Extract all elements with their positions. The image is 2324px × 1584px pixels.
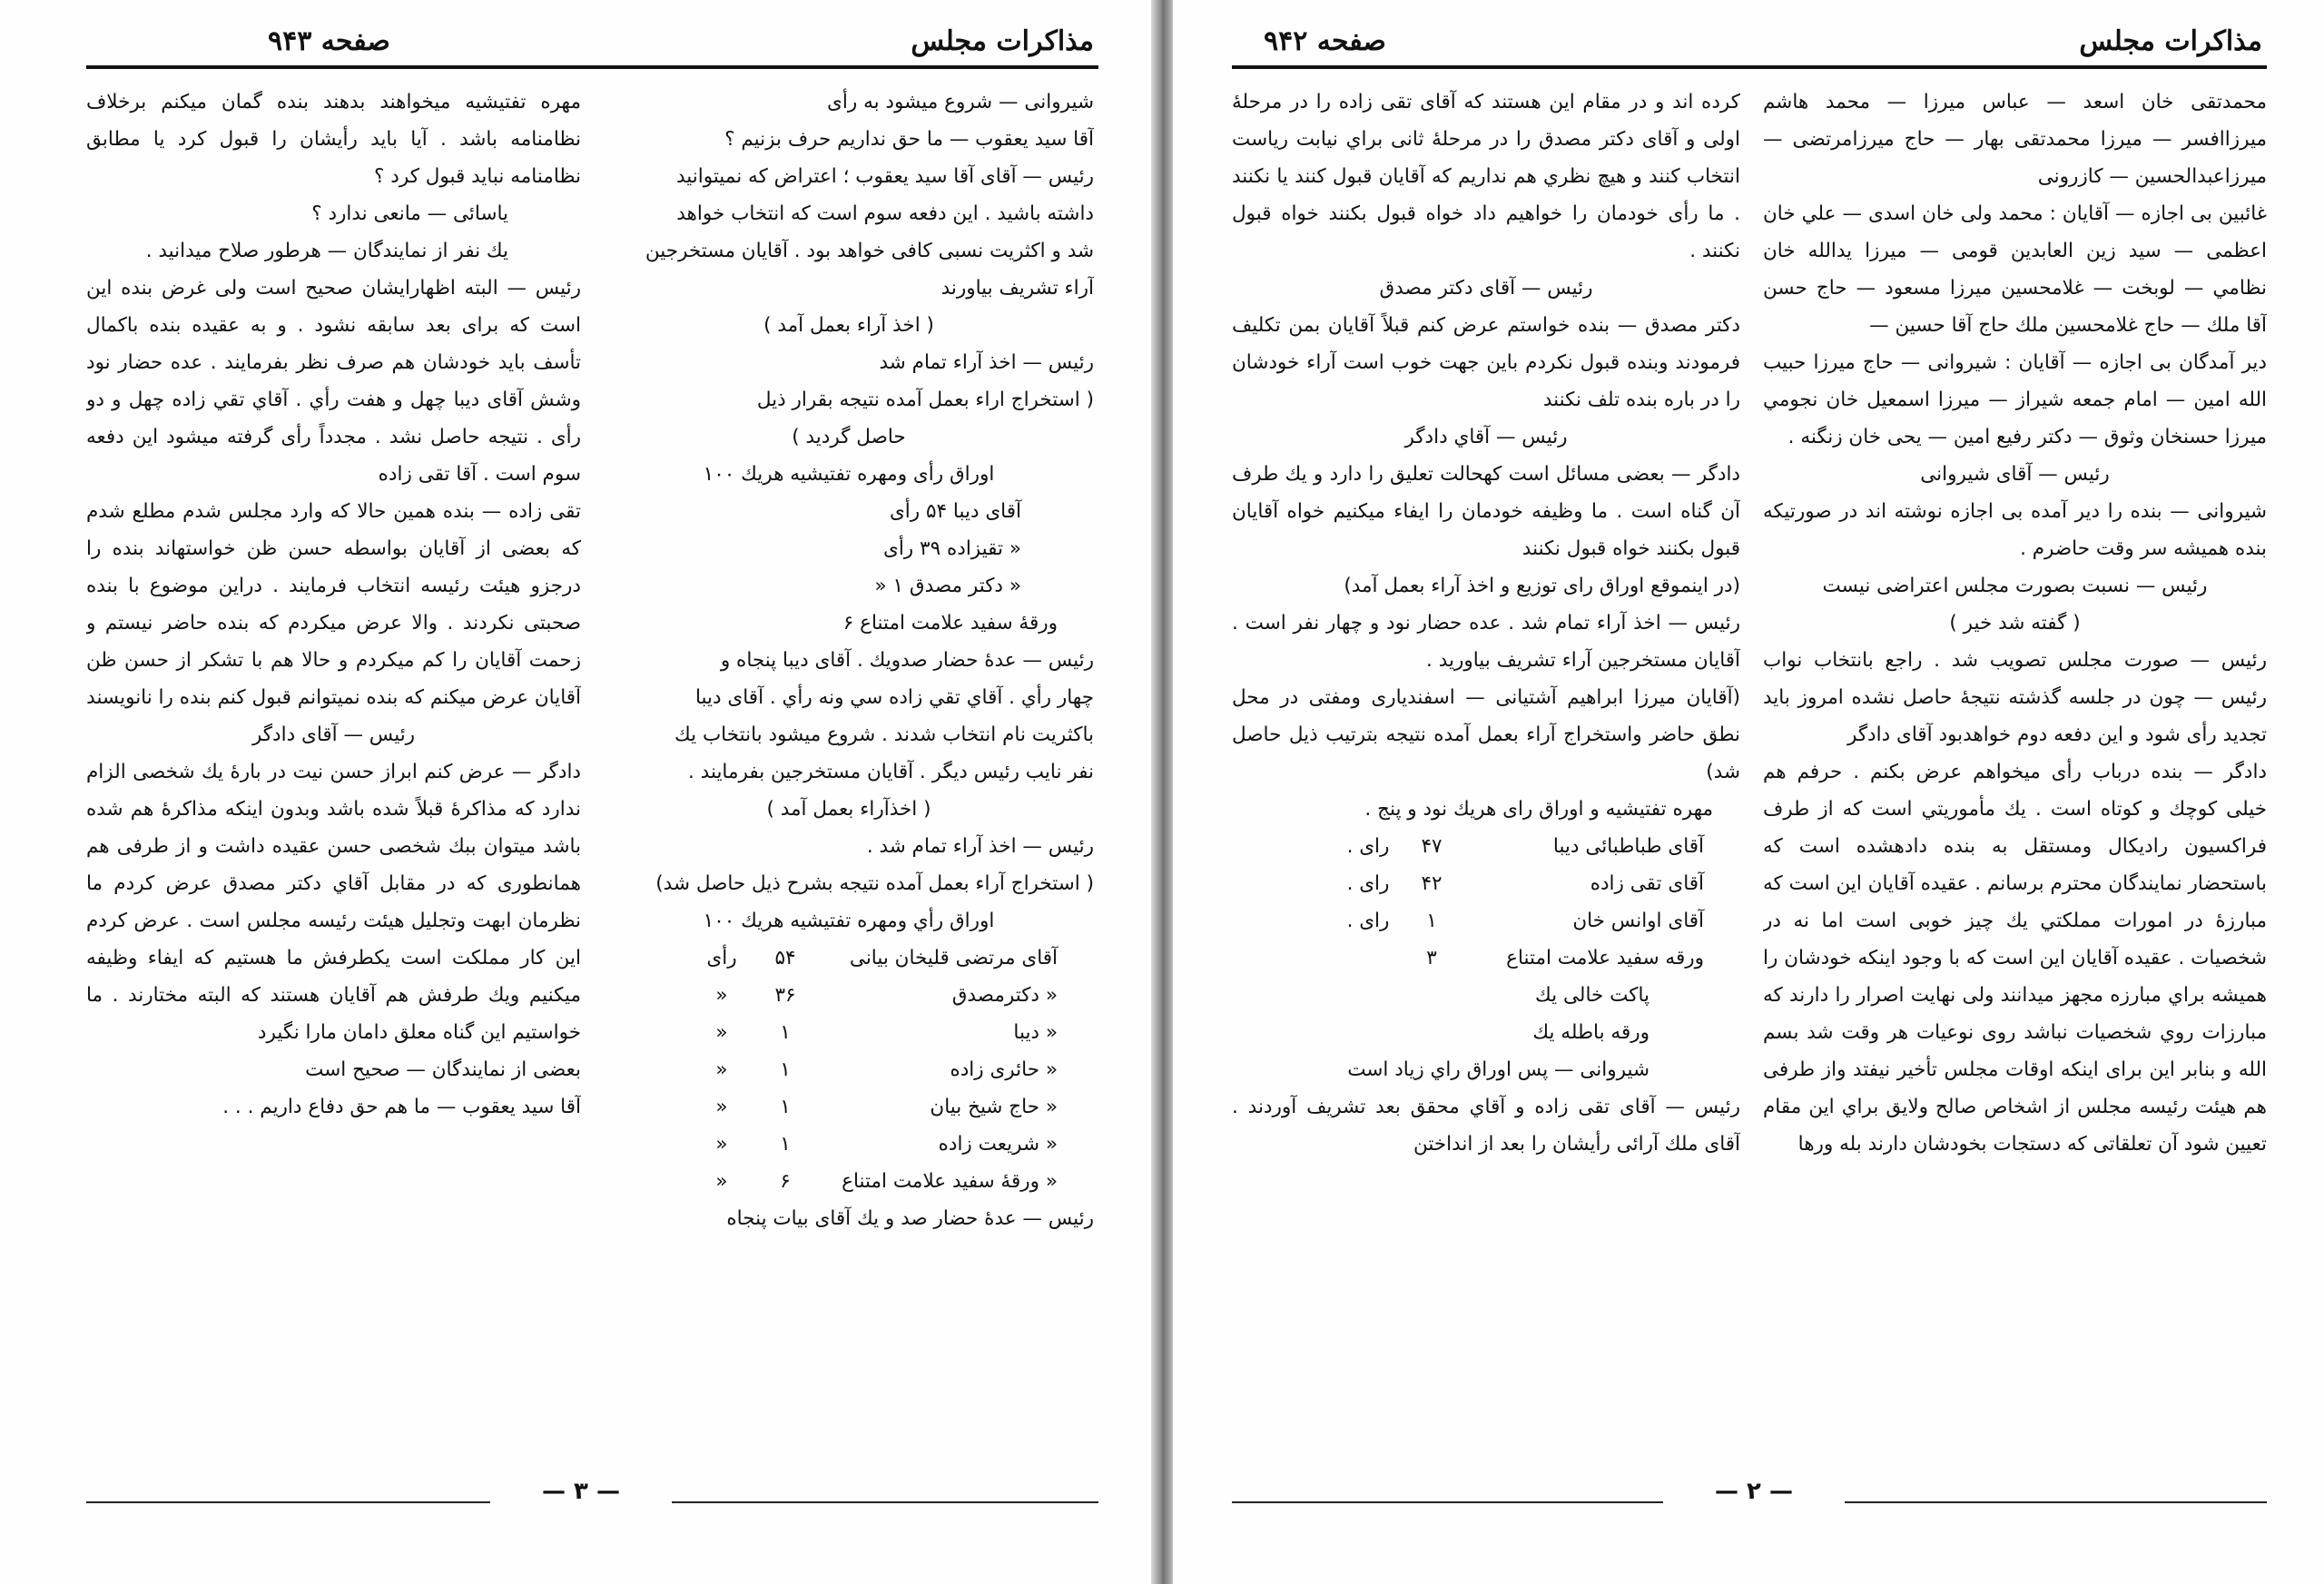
text-line: ( استخراج اراء بعمل آمده نتیجه بقرار ذیل xyxy=(756,389,1094,411)
header-title: مذاکرات مجلس xyxy=(2079,25,2262,57)
column-right xyxy=(604,84,1094,1486)
text-line: ( استخراج آراء بعمل آمده نتیجه بشرح ذیل حاصل شد) xyxy=(655,872,1094,895)
paragraph: کرده اند و در مقام این هستند که آقای تقی زاده را در مرحلهٔ اولی و آقای دکتر مصدق را در مرحلهٔ ثانی براي نیابت ریاست انتخاب کنند و هیچ نظري هم نداریم که آقایان قبول کنند یا نکنند . ما رأی خودمان را خواهیم داد خواه قبول بکنند خواه قبول نکنند . xyxy=(1232,91,1740,262)
text-line: ( اخذ آراء بعمل آمد ) xyxy=(763,314,934,337)
text-line: ( اخذآراء بعمل آمد ) xyxy=(766,798,931,821)
paragraph: دادگر — بنده درباب رأی میخواهم عرض بکنم . حرفم هم خیلی کوچك و کوتاه است . یك مأموریتي است که از طرف فراکسیون رادیکال ومستقل به بنده دادهشده است که باستحضار نمایندگان محترم برسانم . عقیده آقایان این است که مبارزهٔ در امورات مملکتي یك چیز خوبی است اما نه در شخصیات . عقیده آقایان این است که با وجود اینکه خودشان را همیشه براي مبارزه مجهز میدانند ولی نهایت اصرار را دارند که مبارزات روي شخصیات نباشد روی نوعیات هر وقت شد بسم الله و بنابر این برای اینکه اوقات مجلس تأخیر نیفتد واز طرفی هم هیئت رئیسه مجلس از اشخاص صالح ولایق براي این مقام تعیین شود آن تعلقاتی که دستجات بخودشان دارند بله ورها xyxy=(1763,761,2267,1156)
paragraph: رئیس — آقای شیروانی xyxy=(1920,463,2110,486)
page-number: صفحه ۹۴۲ xyxy=(1264,25,1386,57)
text-line: رئیس — اخذ آراء تمام شد xyxy=(879,351,1094,374)
text-line: « دکتر مصدق ۱ « xyxy=(874,575,1021,597)
paragraph: مهره تفتیشیه و اوراق رای هریك نود و پنج . xyxy=(1364,798,1713,821)
text-line: آراء تشریف بیاورند xyxy=(940,277,1094,300)
text-line: داشته باشید . این دفعه سوم است که انتخاب خواهد xyxy=(676,202,1094,225)
column-left xyxy=(86,84,581,1486)
paragraph: ( گفته شد خیر ) xyxy=(1949,612,2081,635)
vote-row: آقای تقی زاده ۴۲ رای . xyxy=(1346,872,1704,895)
paragraph: رئیس — آقای دادگر xyxy=(251,723,416,746)
text-line: شد و اکثریت نسبی کافی خواهد بود . آقایان مستخرجین xyxy=(645,240,1094,262)
header-rule xyxy=(1232,65,2267,69)
paragraph: محمدتقی خان اسعد — عباس میرزا — محمد هاشم میرزاافسر — میرزا محمدتقی بهار — حاج میرزامرتضی — میرزاعبدالحسین — کازرونی xyxy=(1763,91,2267,188)
text-line: آقا سید یعقوب — ما حق نداریم حرف بزنیم ؟ xyxy=(724,128,1094,151)
folio: — ۲ — xyxy=(1663,1478,1845,1505)
vote-row: آقای طباطبائی دیبا ۴۷ رای . xyxy=(1346,835,1704,858)
paragraph: یك نفر از نمایندگان — هرطور صلاح میدانید . xyxy=(145,240,508,262)
right-page xyxy=(1173,0,2324,1584)
paragraph: دادگر — عرض کنم ابراز حسن نیت در بارهٔ یك شخصی الزام ندارد که مذاکرهٔ قبلاً شده باشد وبدون اینکه مذاکرهٔ هم شده باشد میتوان ببك شخصی حسن عقیده داشت و از طرفی هم همانطوری که در مقابل آقاي دکتر مصدق عرض کردم ما نظرمان ابهت وتجلیل هیئت رئیسه مجلس است . عرض کردم این کار مملکت است یکطرفش ما هستیم که ایفاء وظیفه میکنیم ویك طرفش هم آقایان هستند که البته مختارند . ما خواستیم این گناه معلق دامان مارا نگیرد xyxy=(86,761,581,1044)
vote-row: ورقه سفید علامت امتناع ۳ xyxy=(1426,947,1704,969)
text-line: پاکت خالی یك xyxy=(1535,984,1649,1007)
text-line: رئیس — عدهٔ حضار صد و یك آقای بیات پنجاه xyxy=(726,1207,1094,1230)
text-line: اوراق رأي ومهره تفتیشیه هریك ۱۰۰ xyxy=(703,910,995,932)
text-line: اوراق رأی ومهره تفتیشیه هریك ۱۰۰ xyxy=(703,463,995,486)
header-rule xyxy=(86,65,1098,69)
paragraph: (در اینموقع اوراق رای توزیع و اخذ آراء بعمل آمد) xyxy=(1344,575,1740,597)
book-gutter xyxy=(1151,0,1173,1584)
vote-row: « دکترمصدق ۳۶ « xyxy=(715,984,1058,1007)
vote-row: « شریعت زاده ۱ « xyxy=(715,1133,1058,1156)
vote-row: آقای اوانس خان ۱ رای . xyxy=(1346,910,1704,932)
paragraph: رئیس — آقاي دادگر xyxy=(1404,426,1568,448)
header-title: مذاکرات مجلس xyxy=(911,25,1094,57)
paragraph: رئیس — البته اظهارایشان صحیح است ولی غرض بنده این است که برای بعد سابقه نشود . و به عقیده بنده باکمال تأسف باید خودشان هم صرف نظر بفرمایند . عده حضار نود وشش آقای دیبا چهل و هفت رأي . آقاي تقي زاده چهل و دو رأی . نتیجه حاصل نشد . مجدداً رأی گرفته میشود این دفعه سوم است . آقا تقی زاده xyxy=(86,277,581,486)
text-line: نفر نایب رئیس دیگر . آقایان مستخرجین بفرمایند . xyxy=(688,761,1094,783)
paragraph: دیر آمدگان بی اجازه — آقایان : شیروانی — حاج میرزا حبیب الله امین — امام جمعه شیراز — میرزا اسمعیل خان نجومي میرزا حسنخان وثوق — دکتر رفیع امین — یحی خان زنگنه . xyxy=(1763,351,2267,448)
text-line: چهار رأي . آقاي تقي زاده سي ونه رأي . آقای دیبا xyxy=(694,686,1094,709)
text-line: « تقیزاده ۳۹ رأی xyxy=(883,537,1021,560)
column-left xyxy=(1232,84,1740,1486)
paragraph: شیروانی — بنده را دیر آمده بی اجازه نوشته اند در صورتیکه بنده همیشه سر وقت حاضرم . xyxy=(1763,500,2267,560)
text-line: ورقه باطله یك xyxy=(1532,1021,1649,1044)
text-line: شیروانی — پس اوراق راي زیاد است xyxy=(1347,1058,1649,1081)
text-line: رئیس — اخذ آراء تمام شد . xyxy=(866,835,1094,858)
page-number: صفحه ۹۴۳ xyxy=(268,25,390,57)
paragraph: آقا سید یعقوب — ما هم حق دفاع داریم . . . xyxy=(222,1096,581,1118)
page-header xyxy=(86,20,1094,64)
vote-row: « دیبا ۱ « xyxy=(715,1021,1058,1044)
paragraph: مهره تفتیشیه میخواهند بدهند بنده گمان میکنم برخلاف نظامنامه باشد . آیا باید رأیشان را قبول کرد یا مطابق نظامنامه نباید قبول کرد ؟ xyxy=(86,91,581,188)
folio: — ۳ — xyxy=(490,1478,672,1505)
vote-row: « حاج شیخ بیان ۱ « xyxy=(715,1096,1058,1118)
vote-row: « حائری زاده ۱ « xyxy=(715,1058,1058,1081)
page-header xyxy=(1236,20,2262,64)
left-page xyxy=(0,0,1151,1584)
vote-row: آقای مرتضی قلیخان بیانی ۵۴ رأی xyxy=(706,947,1058,969)
text-line: رئیس — عدهٔ حضار صدویك . آقای دیبا پنجاه و xyxy=(720,649,1094,672)
paragraph: رئیس — آقای دکتر مصدق xyxy=(1379,277,1593,300)
paragraph: رئیس — صورت مجلس تصویب شد . راجع بانتخاب نواب رئیس — چون در جلسه گذشته نتیجهٔ حاصل نشده امروز باید تجدید رأی شود و این دفعه دوم خواهدبود آقای دادگر xyxy=(1763,649,2267,746)
paragraph: (آقایان میرزا ابراهیم آشتیانی — اسفندیاری ومفتی در محل نطق حاضر واستخراج آراء بعمل آمده نتیجه بترتیب ذیل حاصل شد) xyxy=(1232,686,1740,783)
text-line: رئیس — آقای آقا سید یعقوب ؛ اعتراض که نمیتوانید xyxy=(675,165,1094,188)
column-right xyxy=(1763,84,2267,1486)
text-line: ورقهٔ سفید علامت امتناع ۶ xyxy=(842,612,1058,635)
paragraph: غائبین بی اجازه — آقایان : محمد ولی خان اسدی — علي خان اعظمی — سید زین العابدین قومی — میرزا یدالله خان نظامي — لوبخت — غلامحسین میرزا مسعود — حاج حسن آقا ملك — حاج غلامحسین ملك حاج آقا حسین — xyxy=(1763,202,2267,337)
paragraph: بعضی از نمایندگان — صحیح است xyxy=(305,1058,581,1081)
paragraph: رئیس — اخذ آراء تمام شد . عده حضار نود و چهار نفر است . آقایان مستخرجین آراء تشریف بیاورید . xyxy=(1232,612,1740,672)
paragraph: دادگر — بعضی مسائل است کهحالت تعلیق را دارد و یك طرف آن گناه است . ما وظیفه خودمان را ایفاء میکنیم خواه آقایان قبول بکنند خواه قبول نکنند xyxy=(1232,463,1740,560)
text-line: حاصل گردید ) xyxy=(792,426,906,448)
paragraph: دکتر مصدق — بنده خواستم عرض کنم قبلاً آقایان بمن تکلیف فرمودند وبنده قبول نکردم باین جهت خوب است آراء خودشان را در باره بنده تلف نکنند xyxy=(1232,314,1740,411)
paragraph: رئیس — نسبت بصورت مجلس اعتراضی نیست xyxy=(1822,575,2208,597)
vote-row: « ورقهٔ سفید علامت امتناع ۶ « xyxy=(715,1170,1058,1193)
paragraph: یاسائی — مانعی ندارد ؟ xyxy=(311,202,508,225)
text-line: باکثریت نام انتخاب شدند . شروع میشود بانتخاب یك xyxy=(675,723,1094,746)
text-line: شیروانی — شروع میشود به رأی xyxy=(827,91,1094,113)
paragraph: رئیس — آقای تقی زاده و آقاي محقق بعد تشریف آوردند . آقای ملك آرائی رأیشان را بعد از انداختن xyxy=(1232,1096,1740,1156)
text-line: آقای دیبا ۵۴ رأی xyxy=(889,500,1021,523)
paragraph: تقی زاده — بنده همین حالا که وارد مجلس شدم مطلع شدم که بعضی از آقایان بواسطه حسن ظن خواستهاند بنده را درجزو هیئت رئیسه انتخاب فرمایند . دراین موضوع با بنده صحبتی نکردند . والا عرض میکردم که بنده حاضر نیستم و زحمت آقایان را کم میکردم و حالا هم با تشکر از حسن ظن آقایان عرض میکنم که بنده نمیتوانم قبول کنم بنده را نانویسند xyxy=(86,500,581,709)
